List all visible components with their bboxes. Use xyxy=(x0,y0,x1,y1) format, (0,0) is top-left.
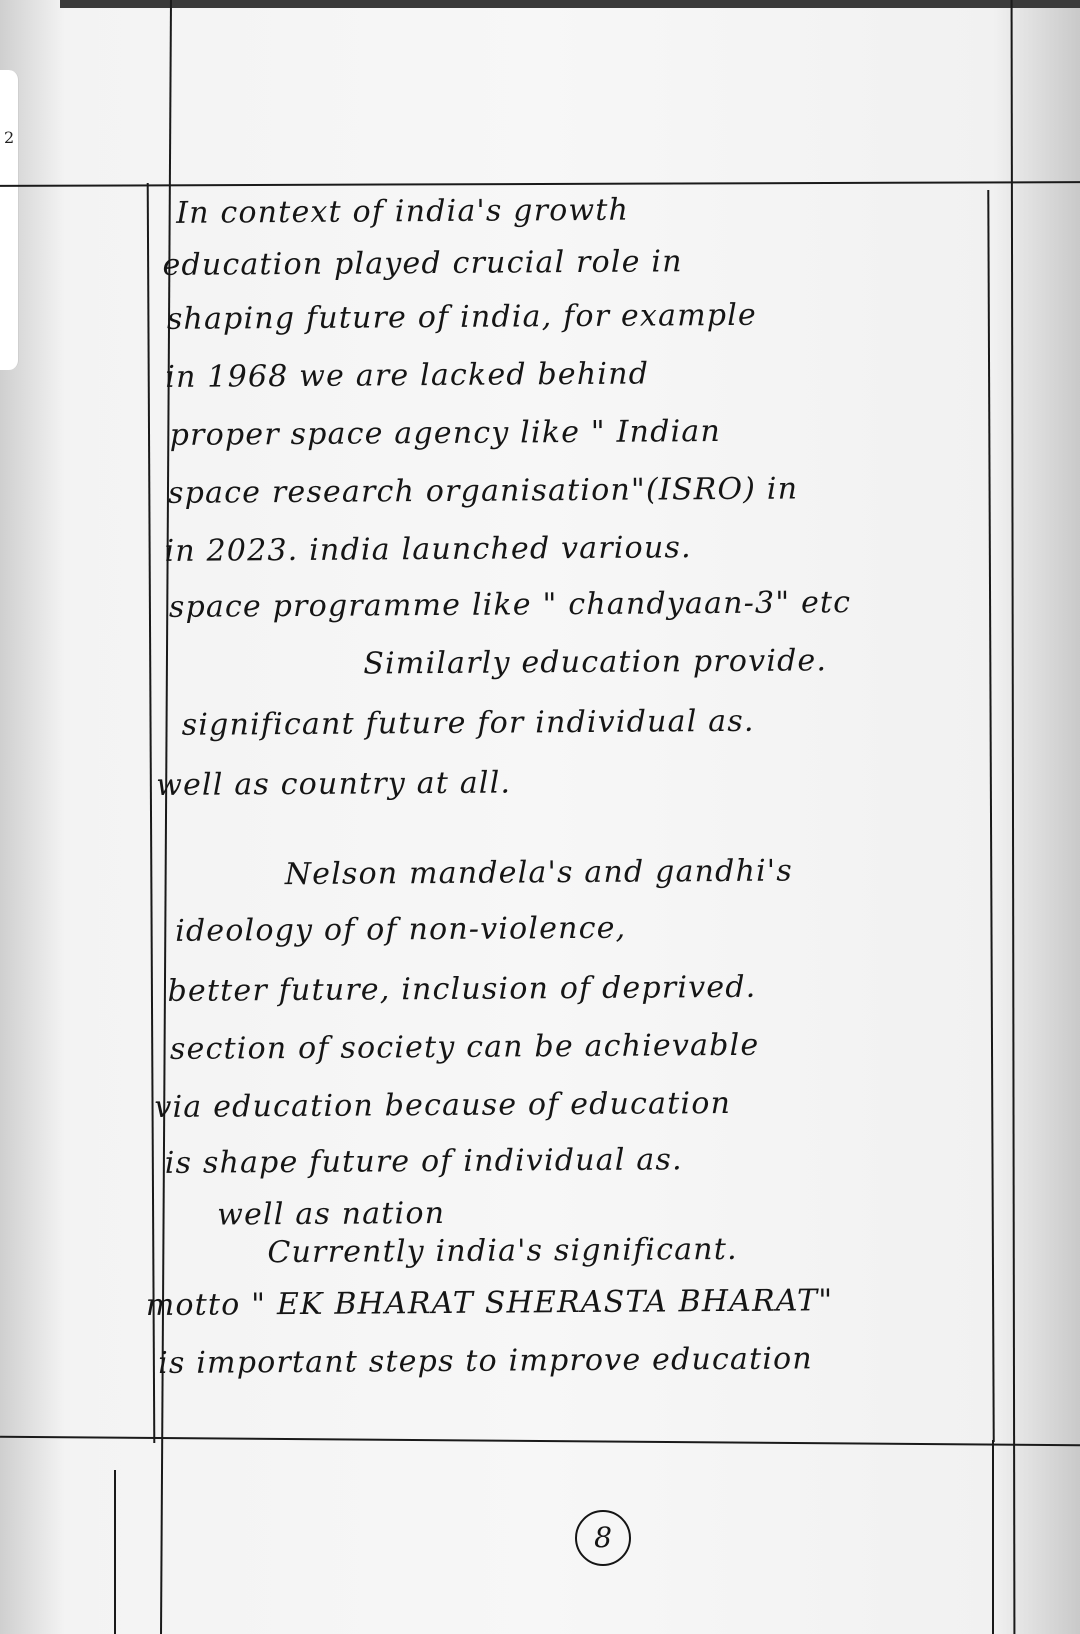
text-line-9: Similarly education provide. xyxy=(363,643,828,682)
right-lower-rule xyxy=(992,1440,994,1634)
page-top-edge xyxy=(60,0,1080,8)
text-line-21: is important steps to improve education xyxy=(158,1341,814,1381)
right-text-border xyxy=(987,190,994,1442)
text-line-15: section of society can be achievable xyxy=(169,1027,760,1067)
top-margin-rule xyxy=(0,181,1080,187)
text-line-20: motto " EK BHARAT SHERASTA BHARAT" xyxy=(145,1283,834,1324)
text-line-4: in 1968 we are lacked behind xyxy=(165,356,650,395)
text-line-5: proper space agency like " Indian xyxy=(169,414,722,453)
page-number: 8 xyxy=(575,1510,631,1566)
side-mark: 2 xyxy=(4,128,15,147)
text-line-19: Currently india's significant. xyxy=(267,1231,738,1271)
text-line-1: In context of india's growth xyxy=(176,192,630,231)
binder-tab xyxy=(0,70,19,370)
text-line-17: is shape future of individual as. xyxy=(164,1142,683,1181)
text-line-14: better future, inclusion of deprived. xyxy=(167,969,757,1009)
left-text-border xyxy=(147,183,156,1443)
text-line-18: well as nation xyxy=(217,1195,446,1233)
text-line-8: space programme like " chandyaan-3" etc xyxy=(168,585,852,625)
right-margin-rule xyxy=(1011,0,1016,1634)
left-lower-rule xyxy=(114,1470,116,1634)
text-line-6: space research organisation"(ISRO) in xyxy=(167,471,799,511)
text-line-3: shaping future of india, for example xyxy=(166,297,758,337)
text-line-12: Nelson mandela's and gandhi's xyxy=(284,853,793,893)
text-line-13: ideology of of non-violence, xyxy=(175,910,627,949)
text-line-10: significant future for individual as. xyxy=(181,703,755,743)
text-line-11: well as country at all. xyxy=(156,765,512,803)
text-line-7: in 2023. india launched various. xyxy=(164,530,692,569)
text-line-2: education played crucial role in xyxy=(162,244,683,283)
handwritten-answer xyxy=(145,187,1000,1381)
text-line-16: via education because of education xyxy=(154,1085,732,1125)
